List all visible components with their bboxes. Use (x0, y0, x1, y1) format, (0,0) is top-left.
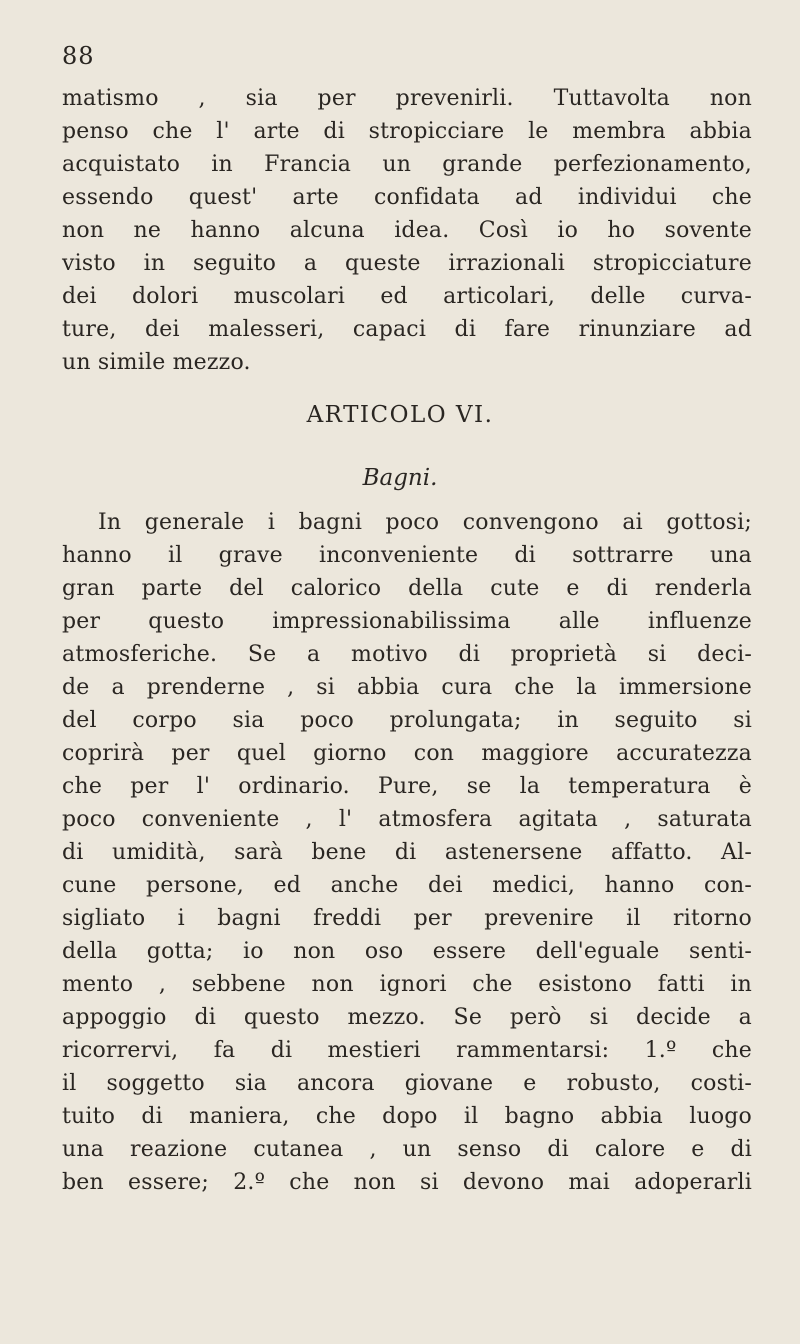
text-line: non ne hanno alcuna idea. Così io ho sovente (62, 218, 752, 243)
text-line: gran parte del calorico della cute e di renderla (62, 576, 752, 601)
text-line: mento , sebbene non ignori che esistono fatti in (62, 972, 752, 997)
text-line: sigliato i bagni freddi per prevenire il ritorno (62, 906, 752, 931)
text-line: hanno il grave inconveniente di sottrarre una (62, 543, 752, 568)
text-line: In generale i bagni poco convengono ai gottosi; (98, 510, 752, 535)
text-line: ture, dei malesseri, capaci di fare rinunziare ad (62, 317, 752, 342)
text-line: de a prenderne , si abbia cura che la immersione (62, 675, 752, 700)
text-line: poco conveniente , l' atmosfera agitata , saturata (62, 807, 752, 832)
text-line: matismo , sia per prevenirli. Tuttavolta non (62, 86, 752, 111)
paragraph-continuation (62, 82, 752, 379)
text-line: appoggio di questo mezzo. Se però si decide a (62, 1005, 752, 1030)
text-line: di umidità, sarà bene di astenersene affatto. Al- (62, 840, 752, 865)
text-line: per questo impressionabilissima alle influenze (62, 609, 752, 634)
text-line: del corpo sia poco prolungata; in seguito si (62, 708, 752, 733)
text-line: visto in seguito a queste irrazionali stropicciature (62, 251, 752, 276)
text-line: atmosferiche. Se a motivo di proprietà si deci- (62, 642, 752, 667)
text-line: che per l' ordinario. Pure, se la temperatura è (62, 774, 752, 799)
page-number: 88 (62, 42, 95, 70)
text-line: ben essere; 2.º che non si devono mai adoperarli (62, 1170, 752, 1195)
text-line: coprirà per quel giorno con maggiore accuratezza (62, 741, 752, 766)
paragraph-bagni (62, 506, 752, 1199)
article-heading: ARTICOLO VI. (306, 402, 494, 428)
text-line: il soggetto sia ancora giovane e robusto, costi- (62, 1071, 752, 1096)
text-line: penso che l' arte di stropicciare le membra abbia (62, 119, 752, 144)
text-line: acquistato in Francia un grande perfezionamento, (62, 152, 752, 177)
text-line: essendo quest' arte confidata ad individui che (62, 185, 752, 210)
text-line: un simile mezzo. (62, 350, 251, 375)
text-line: tuito di maniera, che dopo il bagno abbia luogo (62, 1104, 752, 1129)
article-subheading: Bagni. (362, 465, 438, 491)
text-line: cune persone, ed anche dei medici, hanno con- (62, 873, 752, 898)
text-line: della gotta; io non oso essere dell'eguale senti- (62, 939, 752, 964)
text-line: ricorrervi, fa di mestieri rammentarsi: 1.º che (62, 1038, 752, 1063)
text-line: dei dolori muscolari ed articolari, delle curva- (62, 284, 752, 309)
text-line: una reazione cutanea , un senso di calore e di (62, 1137, 752, 1162)
